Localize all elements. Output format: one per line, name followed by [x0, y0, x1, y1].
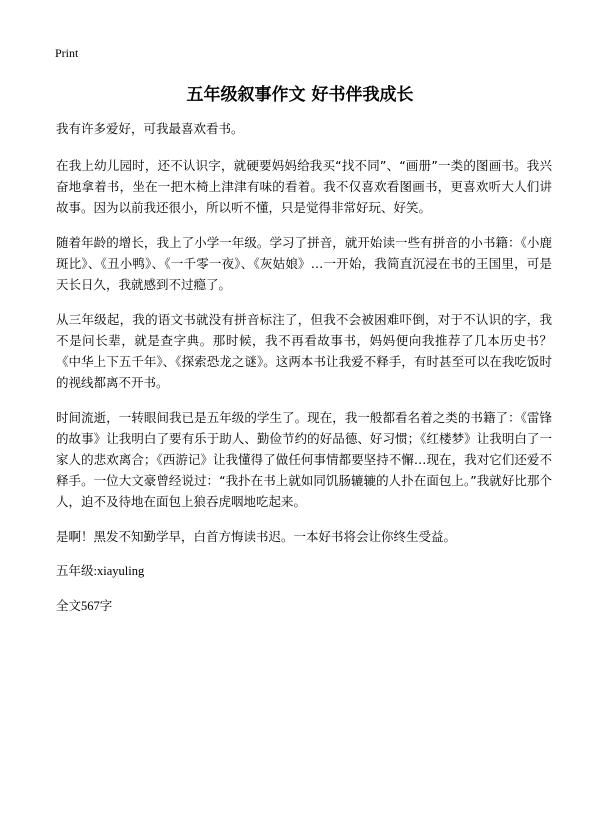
- article-paragraph-1: 我有许多爱好，可我最喜欢看书。: [56, 121, 244, 136]
- article-paragraph-2: 在我上幼儿园时，还不认识字，就硬要妈妈给我买“找不同”、“画册”一类的图画书。我兴奋地拿着书，坐在一把木椅上津津有味的看着。我不仅喜欢看图画书，更喜欢听大人们讲故事。因为以前我还很小，所以听不懂，只是觉得非常好玩、好笑。: [56, 158, 552, 215]
- page-title: 五年级叙事作文 好书伴我成长: [186, 85, 414, 105]
- word-count: 全文567字: [56, 599, 113, 613]
- article-paragraph-4: 从三年级起，我的语文书就没有拼音标注了，但我不会被困难吓倒，对于不认识的字，我不是问长辈，就是查字典。那时候，我不再看故事书，妈妈便向我推荐了几本历史书？《中华上下五千年》、《探索恐龙之谜》。这两本书让我爱不释手，有时甚至可以在我吃饭时的视线都离不开书。: [56, 312, 552, 390]
- article-paragraph-3: 随着年龄的增长，我上了小学一年级。学习了拼音，就开始读一些有拼音的小书籍：《小鹿斑比》、《丑小鸭》、《一千零一夜》、《灰姑娘》…一开始，我简直沉浸在书的王国里，可是天长日久，我就感到不过瘾了。: [56, 235, 552, 292]
- article-body: [56, 118, 552, 631]
- article-paragraph-5: 时间流逝，一转眼间我已是五年级的学生了。现在，我一般都看名着之类的书籍了：《雷锋的故事》让我明白了要有乐于助人、勤俭节约的好品德、好习惯；《红楼梦》让我明白了一家人的悲欢离合；《西游记》让我懂得了做任何事情都要坚持不懈…现在，我对它们还爱不释手。一位大文豪曾经说过：“我扑在书上就如同饥肠辘辘的人扑在面包上。”我就好比那个人，迫不及待地在面包上狼吞虎咽地吃起来。: [56, 410, 552, 509]
- author-line: 五年级:xiayuling: [56, 564, 145, 578]
- article-paragraph-6: 是啊！黑发不知勤学早，白首方悔读书迟。一本好书将会让你终生受益。: [56, 529, 457, 544]
- print-link[interactable]: Print: [55, 46, 79, 60]
